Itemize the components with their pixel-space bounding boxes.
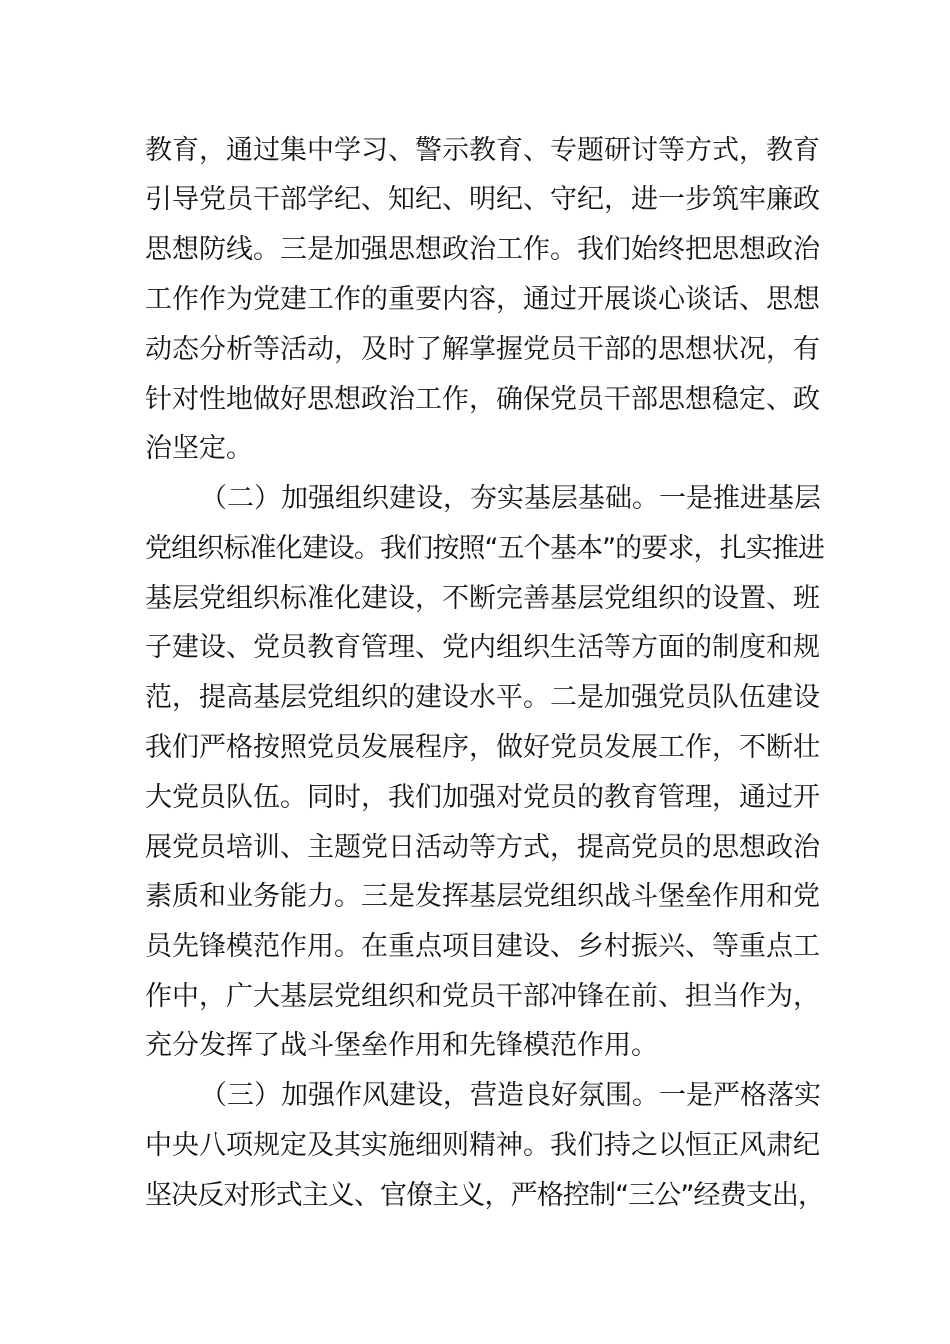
text-line: 引导党员干部学纪、知纪、明纪、守纪，进一步筑牢廉政 <box>145 184 820 215</box>
text-line: 坚决反对形式主义、官僚主义，严格控制“三公”经费支出， <box>145 1180 825 1211</box>
text-line: 展党员培训、主题党日活动等方式，提高党员的思想政治 <box>145 832 820 863</box>
paragraph-heading-2: （二）加强组织建设，夯实基层基础。一是推进基层 <box>200 483 821 514</box>
text-line: 大党员队伍。同时，我们加强对党员的教育管理，通过开 <box>145 782 820 813</box>
text-line: 充分发挥了战斗堡垒作用和先锋模范作用。 <box>145 1030 658 1061</box>
text-line: 范，提高基层党组织的建设水平。二是加强党员队伍建设 <box>145 682 820 713</box>
text-line: 思想防线。三是加强思想政治工作。我们始终把思想政治 <box>145 234 820 265</box>
text-line: 中央八项规定及其实施细则精神。我们持之以恒正风肃纪 <box>145 1130 820 1161</box>
text-line: 工作作为党建工作的重要内容，通过开展谈心谈话、思想 <box>145 284 820 315</box>
text-line: 我们严格按照党员发展程序，做好党员发展工作，不断壮 <box>145 732 820 763</box>
text-line: 作中，广大基层党组织和党员干部冲锋在前、担当作为， <box>145 981 820 1012</box>
text-line: 素质和业务能力。三是发挥基层党组织战斗堡垒作用和党 <box>145 881 820 912</box>
text-line: 治坚定。 <box>145 433 253 464</box>
text-line: 员先锋模范作用。在重点项目建设、乡村振兴、等重点工 <box>145 931 820 962</box>
text-line: 基层党组织标准化建设，不断完善基层党组织的设置、班 <box>145 583 820 614</box>
paragraph-heading-3: （三）加强作风建设，营造良好氛围。一是严格落实 <box>200 1080 821 1111</box>
text-line: 子建设、党员教育管理、党内组织生活等方面的制度和规 <box>145 632 820 663</box>
text-line: 针对性地做好思想政治工作，确保党员干部思想稳定、政 <box>145 384 820 415</box>
text-line: 动态分析等活动，及时了解掌握党员干部的思想状况，有 <box>145 334 820 365</box>
text-line: 教育，通过集中学习、警示教育、专题研讨等方式，教育 <box>145 135 820 166</box>
text-line: 党组织标准化建设。我们按照“五个基本”的要求，扎实推进 <box>145 533 825 564</box>
